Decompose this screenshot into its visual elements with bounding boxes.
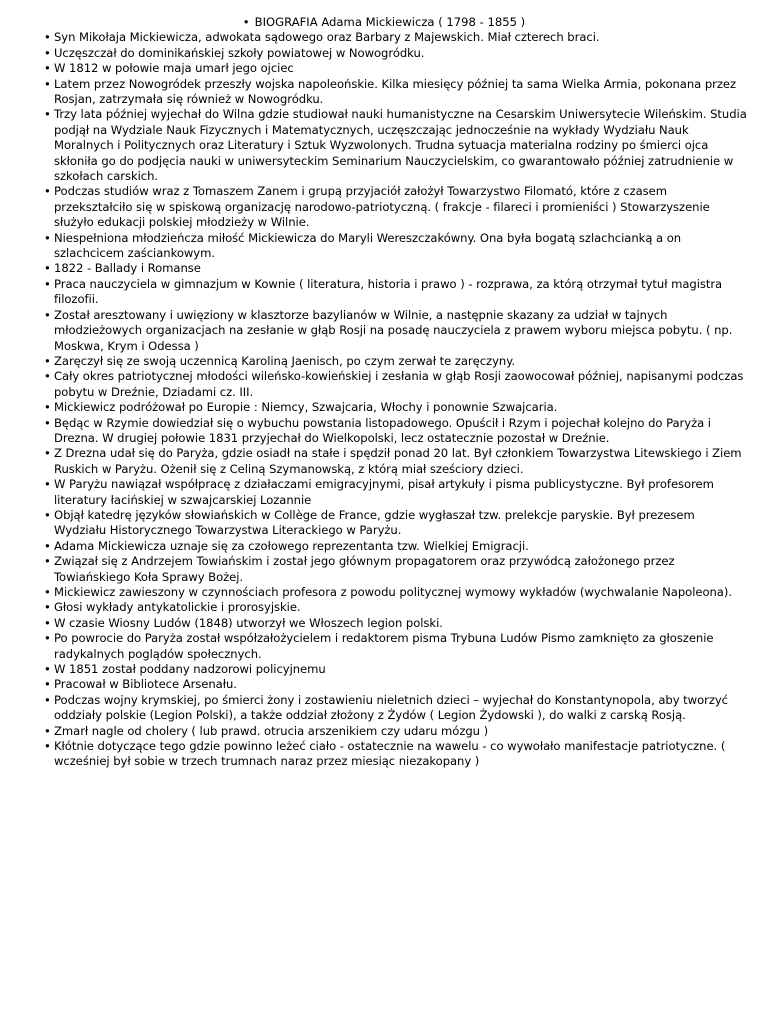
list-item	[20, 354, 748, 369]
biography-list	[20, 30, 748, 770]
bullet-icon: •	[44, 600, 51, 615]
list-item-text: 1822 - Ballady i Romanse	[54, 261, 201, 276]
list-item	[20, 231, 748, 262]
list-item-text: W 1812 w połowie maja umarł jego ojciec	[54, 61, 294, 76]
list-item	[20, 677, 748, 692]
bullet-icon: •	[44, 307, 51, 322]
list-item-text: Podczas studiów wraz z Tomaszem Zanem i grupą przyjaciół założył Towarzystwo Filomató, które z czasem przekształciło się w spiskową organizację narodowo-patriotyczną. ( frakcje - filareci i promieniści ) Stowarzyszenie służyło edukacji polskiej młodzieży w Wilnie.	[54, 184, 710, 230]
list-item	[20, 61, 748, 76]
title-bullet: •	[242, 15, 250, 29]
list-item-text: Mickiewicz zawieszony w czynnościach profesora z powodu politycznej wymowy wykładów (wychwalanie Napoleona).	[54, 585, 732, 600]
bullet-icon: •	[44, 30, 51, 45]
bullet-icon: •	[44, 507, 51, 522]
list-item-text: Praca nauczyciela w gimnazjum w Kownie ( literatura, historia i prawo ) - rozprawa, za którą otrzymał tytuł magistra filozofii.	[54, 276, 723, 307]
list-item-text: Został aresztowany i uwięziony w klasztorze bazylianów w Wilnie, a następnie skazany za udział w tajnych młodzieżowych organizacjach na zesłanie w głąb Rosji na posadę nauczyciela z prawem wyboru miejsca pobytu. ( np. Moskwa, Krym i Odessa )	[54, 307, 733, 353]
bullet-icon: •	[44, 446, 51, 461]
list-item	[20, 277, 748, 308]
list-item	[20, 739, 748, 770]
list-item-text: Syn Mikołaja Mickiewicza, adwokata sądowego oraz Barbary z Majewskich. Miał czterech braci.	[54, 30, 600, 45]
bullet-icon: •	[44, 477, 51, 492]
list-item-text: Adama Mickiewicza uznaje się za czołowego reprezentanta tzw. Wielkiej Emigracji.	[54, 538, 529, 553]
list-item-text: Uczęszczał do dominikańskiej szkoły powiatowej w Nowogródku.	[54, 45, 425, 60]
list-item	[20, 46, 748, 61]
bullet-icon: •	[44, 76, 51, 91]
bullet-icon: •	[44, 184, 51, 199]
list-item	[20, 585, 748, 600]
list-item-text: Cały okres patriotycznej młodości wileńsko-kowieńskiej i zesłania w głąb Rosji zaowocował później, napisanymi podczas pobytu w Dreźnie, Dziadami cz. III.	[54, 369, 744, 399]
bullet-icon: •	[44, 45, 51, 60]
bullet-icon: •	[44, 723, 51, 738]
list-item-text: Trzy lata później wyjechał do Wilna gdzie studiował nauki humanistyczne na Cesarskim Uniwersytecie Wileńskim. Studia podjął na Wydziale Nauk Fizycznych i Matematycznych, uczęszczając jednocześnie na wykłady Wydziału Nauk Moralnych i Politycznych oraz Literatury i Sztuk Wyzwolonych. Trudna sytuacja materialna rodziny po śmierci ojca skłoniła go do podjęcia nauki w uniwersyteckim Seminarium Nauczycielskim, co gwarantowało później zatrudnienie w szkołach carskich.	[54, 107, 747, 184]
bullet-icon: •	[44, 400, 51, 415]
list-item-text: Mickiewicz podróżował po Europie : Niemcy, Szwajcaria, Włochy i ponownie Szwajcaria.	[54, 400, 558, 415]
bullet-icon: •	[44, 353, 51, 368]
list-item-text: Kłótnie dotyczące tego gdzie powinno leżeć ciało - ostatecznie na wawelu - co wywołało manifestacje patriotyczne. ( wcześniej był sobie w trzech trumnach naraz przez miesiąc niezakopany )	[54, 739, 726, 769]
list-item	[20, 30, 748, 45]
list-item	[20, 369, 748, 400]
list-item	[20, 539, 748, 554]
list-item	[20, 261, 748, 276]
bullet-icon: •	[44, 538, 51, 553]
list-item-text: Zmarł nagle od cholery ( lub prawd. otrucia arszenikiem czy udaru mózgu )	[54, 723, 489, 738]
list-item	[20, 616, 748, 631]
list-item	[20, 477, 748, 508]
list-item	[20, 77, 748, 108]
list-item-text: Objął katedrę języków słowiańskich w Collège de France, gdzie wygłaszał tzw. prelekcje paryskie. Był prezesem Wydziału Historycznego Towarzystwa Literackiego w Paryżu.	[54, 507, 695, 538]
list-item-text: Latem przez Nowogródek przeszły wojska napoleońskie. Kilka miesięcy później ta sama Wielka Armia, pokonana przez Rosjan, zatrzymała się również w Nowogródku.	[54, 76, 737, 107]
list-item	[20, 400, 748, 415]
list-item	[20, 631, 748, 662]
bullet-icon: •	[44, 230, 51, 245]
list-item-text: Niespełniona młodzieńcza miłość Mickiewicza do Maryli Wereszczakówny. Ona była bogatą szlachcianką a on szlachcicem zaściankowym.	[54, 230, 682, 261]
list-item-text: Będąc w Rzymie dowiedział się o wybuchu powstania listopadowego. Opuścił i Rzym i pojechał kolejno do Paryża i Drezna. W drugiej połowie 1831 przyjechał do Wielkopolski, lecz ostatecznie pozostał w Dreźnie.	[54, 415, 711, 445]
list-item	[20, 554, 748, 585]
list-item-text: Po powrocie do Paryża został współzałożycielem i redaktorem pisma Trybuna Ludów Pismo zamknięto za głoszenie radykalnych poglądów społecznych.	[54, 631, 714, 661]
list-item-text: W 1851 został poddany nadzorowi policyjnemu	[54, 662, 326, 677]
list-item	[20, 600, 748, 615]
bullet-icon: •	[44, 662, 51, 677]
bullet-icon: •	[44, 554, 51, 569]
list-item	[20, 446, 748, 477]
bullet-icon: •	[44, 631, 51, 646]
bullet-icon: •	[44, 615, 51, 630]
bullet-icon: •	[44, 677, 51, 692]
list-item	[20, 107, 748, 184]
list-item	[20, 724, 748, 739]
bullet-icon: •	[44, 585, 51, 600]
list-item-text: Podczas wojny krymskiej, po śmierci żony i zostawieniu nieletnich dzieci – wyjechał do Konstantynopola, aby tworzyć oddziały polskie (Legion Polski), a także oddział złożony z Żydów ( Legion Żydowski ), do walki z carską Rosją.	[54, 692, 729, 723]
list-item-text: W Paryżu nawiązał współpracę z działaczami emigracyjnymi, pisał artykuły i pisma publicystyczne. Był profesorem literatury łacińskiej w szwajcarskiej Lozannie	[54, 477, 714, 507]
bullet-icon: •	[44, 61, 51, 76]
list-item-text: Głosi wykłady antykatolickie i prorosyjskie.	[54, 600, 301, 615]
bullet-icon: •	[44, 369, 51, 384]
list-item	[20, 508, 748, 539]
bullet-icon: •	[44, 692, 51, 707]
list-item	[20, 662, 748, 677]
bullet-icon: •	[44, 261, 51, 276]
list-item	[20, 693, 748, 724]
list-item-text: Zaręczył się ze swoją uczennicą Karoliną Jaenisch, po czym zerwał te zaręczyny.	[54, 353, 515, 368]
document-title	[20, 15, 748, 30]
bullet-icon: •	[44, 276, 51, 291]
bullet-icon: •	[44, 415, 51, 430]
bullet-icon: •	[44, 107, 51, 122]
list-item-text: W czasie Wiosny Ludów (1848) utworzył we Włoszech legion polski.	[54, 615, 443, 630]
list-item-text: Z Drezna udał się do Paryża, gdzie osiadł na stałe i spędził ponad 20 lat. Był członkiem Towarzystwa Litewskiego i Ziem Ruskich w Paryżu. Ożenił się z Celiną Szymanowską, z którą miał sześciory dzieci.	[54, 446, 742, 476]
list-item	[20, 184, 748, 230]
list-item	[20, 416, 748, 447]
list-item-text: Związał się z Andrzejem Towiańskim i został jego głównym propagatorem oraz przywódcą założonego przez Towiańskiego Koła Sprawy Bożej.	[54, 554, 675, 584]
title-text: BIOGRAFIA Adama Mickiewicza ( 1798 - 1855 )	[254, 15, 526, 29]
list-item	[20, 308, 748, 354]
bullet-icon: •	[44, 739, 51, 754]
list-item-text: Pracował w Bibliotece Arsenału.	[54, 677, 237, 692]
